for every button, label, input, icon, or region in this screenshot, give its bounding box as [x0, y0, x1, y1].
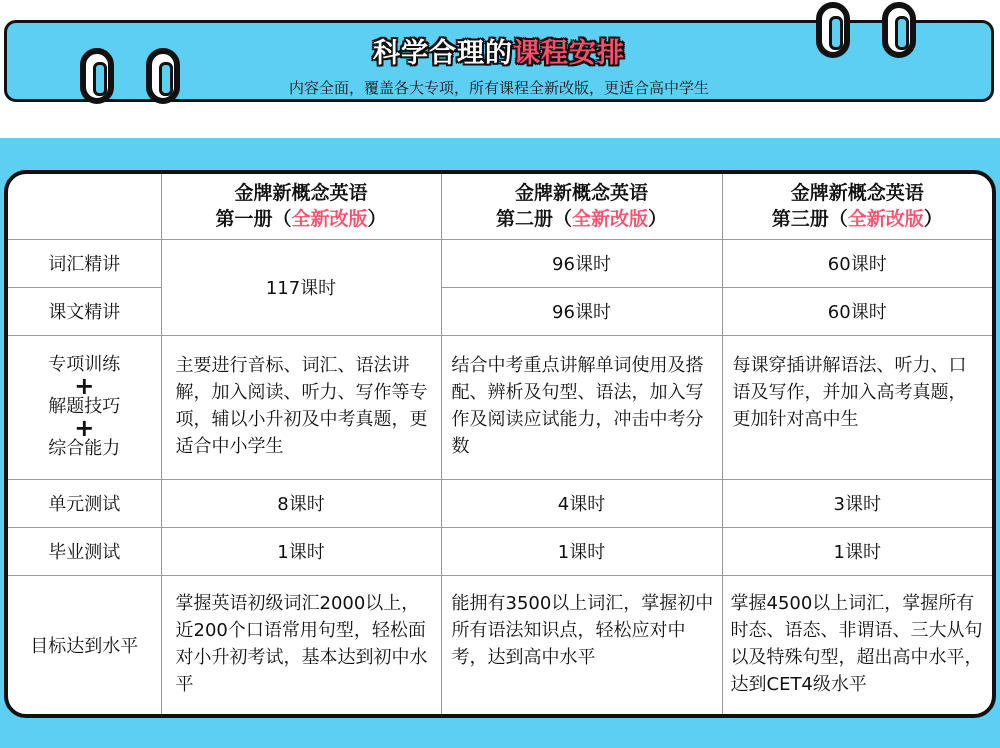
- header-book3-suffix: ）: [923, 208, 943, 231]
- banner-title-main: 科学合理的: [373, 38, 513, 69]
- cell-unit-test-book3: 3课时: [722, 479, 992, 527]
- cell-special-book1: 主要进行音标、词汇、语法讲解，加入阅读、听力、写作等专项，辅以小升初及中考真题，更适合中小学生: [161, 335, 441, 479]
- header-book1-suffix: ）: [367, 208, 387, 231]
- binder-ring-icon: [146, 48, 180, 104]
- cell-final-test-book3: 1课时: [722, 527, 992, 575]
- row-label-special: [8, 335, 161, 479]
- header-book1-volume: 第一册（: [215, 208, 292, 231]
- course-table: [8, 174, 992, 714]
- table-row: [8, 287, 992, 335]
- header-book2-badge: 全新改版: [571, 208, 648, 231]
- header-book1-title: 金牌新概念英语: [234, 182, 368, 205]
- header-book3-title: 金牌新概念英语: [790, 182, 924, 205]
- cell-special-book2: 结合中考重点讲解单词使用及搭配、辨析及句型、语法，加入写作及阅读应试能力，冲击中考分数: [441, 335, 722, 479]
- header-row: [8, 174, 992, 239]
- row-label-special-3: 综合能力: [48, 438, 121, 459]
- cell-goal-book3: 掌握4500以上词汇，掌握所有时态、语态、非谓语、三大从句以及特殊句型，超出高中水平，达到CET4级水平: [722, 575, 992, 714]
- cell-vocab-book3: 60课时: [722, 239, 992, 287]
- cell-goal-book1: 掌握英语初级词汇2000以上，近200个口语常用句型，轻松面对小升初考试，基本达到初中水平: [161, 575, 441, 714]
- row-label-unit-test: 单元测试: [8, 479, 161, 527]
- header-book2: [441, 174, 722, 239]
- plus-icon: +: [74, 414, 95, 442]
- cell-goal-book2: 能拥有3500以上词汇，掌握初中所有语法知识点，轻松应对中考，达到高中水平: [441, 575, 722, 714]
- binder-ring-icon: [80, 48, 114, 104]
- cell-text-book2: 96课时: [441, 287, 722, 335]
- binder-ring-icon: [882, 2, 916, 58]
- header-book3: [722, 174, 992, 239]
- binder-ring-icon: [816, 2, 850, 58]
- header-book3-volume: 第三册（: [771, 208, 848, 231]
- cell-unit-test-book1: 8课时: [161, 479, 441, 527]
- row-label-vocab: 词汇精讲: [8, 239, 161, 287]
- row-label-final-test: 毕业测试: [8, 527, 161, 575]
- cell-vocab-text-book1: 117课时: [161, 239, 441, 335]
- cell-text-book3: 60课时: [722, 287, 992, 335]
- cell-vocab-book2: 96课时: [441, 239, 722, 287]
- header-book1: [161, 174, 441, 239]
- cell-final-test-book1: 1课时: [161, 527, 441, 575]
- banner-subtitle: 内容全面，覆盖各大专项，所有课程全新改版，更适合高中学生: [288, 79, 709, 97]
- header-book3-edition: [723, 206, 993, 232]
- row-label-goal: 目标达到水平: [8, 575, 161, 714]
- table-row: [8, 479, 992, 527]
- cell-unit-test-book2: 4课时: [441, 479, 722, 527]
- row-label-text: 课文精讲: [8, 287, 161, 335]
- table-row: [8, 335, 992, 479]
- cell-final-test-book2: 1课时: [441, 527, 722, 575]
- table-row: [8, 575, 992, 714]
- table-row: [8, 527, 992, 575]
- plus-icon: +: [74, 372, 95, 400]
- row-label-special-2: 解题技巧: [48, 396, 121, 417]
- header-book2-edition: [442, 206, 722, 232]
- header-corner: [8, 174, 161, 239]
- table-row: [8, 239, 992, 287]
- header-book2-suffix: ）: [648, 208, 668, 231]
- course-table-panel: [4, 170, 996, 718]
- cell-special-book3: 每课穿插讲解语法、听力、口语及写作，并加入高考真题，更加针对高中生: [722, 335, 992, 479]
- header-book2-volume: 第二册（: [495, 208, 572, 231]
- header-book2-title: 金牌新概念英语: [514, 182, 648, 205]
- header-book1-edition: [162, 206, 441, 232]
- banner-title-highlight: 课程安排: [513, 38, 625, 69]
- row-label-special-1: 专项训练: [48, 354, 121, 375]
- header-book1-badge: 全新改版: [291, 208, 368, 231]
- header-book3-badge: 全新改版: [847, 208, 924, 231]
